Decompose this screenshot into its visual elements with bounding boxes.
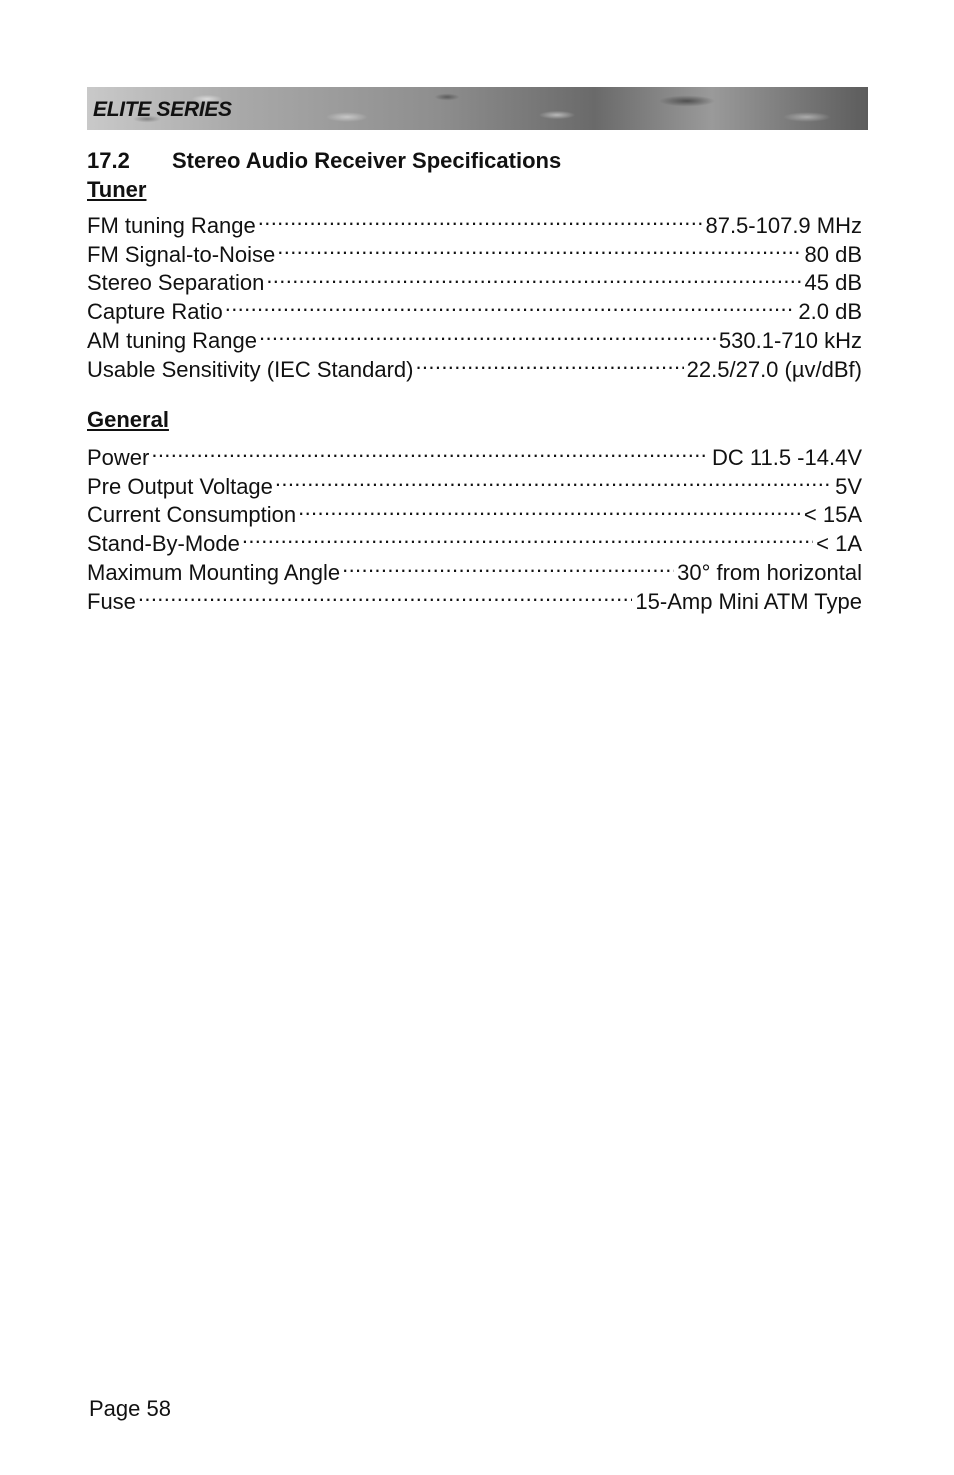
spec-row: [87, 204, 862, 238]
section-number: 17.2: [87, 148, 130, 173]
header-banner: [87, 87, 868, 130]
spec-value: < 15A: [801, 501, 862, 530]
series-title: ELITE SERIES: [93, 98, 232, 121]
spec-value: 530.1-710 kHz: [716, 327, 862, 356]
dot-leader: [342, 551, 674, 580]
spec-value: 80 dB: [802, 241, 863, 270]
dot-leader: [266, 262, 801, 291]
dot-leader: [138, 580, 632, 609]
spec-label: FM Signal-to-Noise: [87, 241, 276, 267]
tuner-spec-list: [87, 204, 862, 382]
spec-value: 5V: [832, 473, 862, 502]
dot-leader: [151, 436, 709, 465]
spec-value: 2.0 dB: [795, 298, 862, 327]
general-heading: General: [87, 407, 169, 432]
spec-label: Usable Sensitivity (IEC Standard): [87, 356, 414, 382]
spec-value: < 1A: [813, 530, 862, 559]
spec-label: Pre Output Voltage: [87, 473, 273, 499]
dot-leader: [225, 290, 796, 319]
spec-label: Power: [87, 444, 150, 470]
spec-label: Fuse: [87, 588, 136, 614]
dot-leader: [258, 204, 703, 233]
spec-label: AM tuning Range: [87, 327, 257, 353]
dot-leader: [298, 494, 801, 523]
spec-row: [87, 436, 862, 470]
spec-value: 87.5-107.9 MHz: [702, 212, 862, 241]
dot-leader: [415, 348, 683, 377]
spec-row: [87, 465, 862, 499]
dot-leader: [259, 319, 716, 348]
section-heading: [87, 148, 561, 174]
spec-value: 45 dB: [802, 269, 863, 298]
general-spec-list: [87, 436, 862, 614]
dot-leader: [242, 522, 813, 551]
spec-label: Stereo Separation: [87, 270, 265, 296]
dot-leader: [275, 465, 832, 494]
spec-value: DC 11.5 -14.4V: [709, 444, 862, 473]
spec-value: 22.5/27.0 (µv/dBf): [684, 356, 862, 385]
spec-label: Capture Ratio: [87, 299, 223, 325]
tuner-heading: Tuner: [87, 177, 147, 202]
dot-leader: [277, 233, 801, 262]
spec-value: 30° from horizontal: [674, 559, 862, 588]
spec-label: FM tuning Range: [87, 212, 256, 238]
spec-label: Current Consumption: [87, 502, 297, 528]
spec-label: Maximum Mounting Angle: [87, 559, 341, 585]
page-number: Page 58: [89, 1396, 171, 1421]
spec-label: Stand-By-Mode: [87, 531, 240, 557]
section-title: Stereo Audio Receiver Specifications: [172, 148, 562, 173]
spec-value: 15-Amp Mini ATM Type: [632, 588, 862, 617]
